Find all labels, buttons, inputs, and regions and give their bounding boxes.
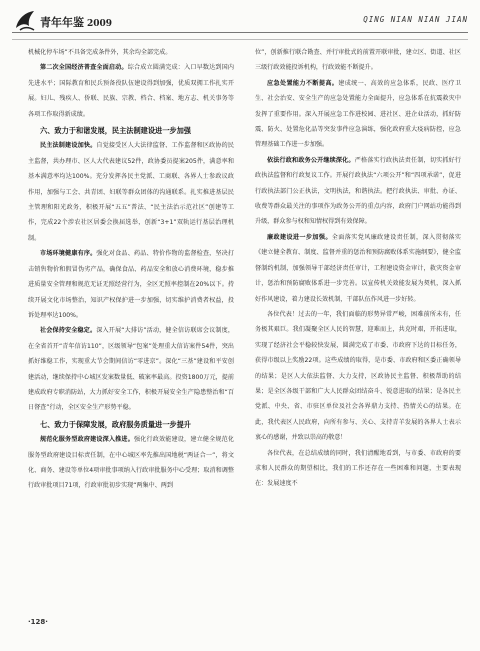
yearbook-logo-icon [12,8,38,34]
running-head: QING NIAN NIAN JIAN [363,15,468,24]
paragraph: 各位代表！过去的一年，我们面临的形势异常严峻，困难前所未有，任务极其艰巨。我们凝聚全区人民的智慧，迎难而上，共克时艰，开拓进取，实现了经济社会平稳较快发展，圆满完成了市委、市政府下达的目标任务，获得市级以上奖励22项。这些成绩的取得，是市委、市政府和区委正确领导的结果；是区人大依法监督、大力支持，区政协民主监督、积极帮助的结果；是全区各级干部和广大人民群众团结奋斗、锐意进取的结果；是各民主党派、中央、省、市驻区单位及社会各界鼎力支持、热情关心的结果。在此，我代表区人民政府，向所有参与、关心、支持青羊发展的各界人士表示衷心的感谢，并致以崇高的敬意！ [255,310,461,442]
section-heading: 七、致力于保障发展，政府服务质量进一步提升 [40,419,191,429]
paragraph-lead: 第二次全国经济普查全面启动。 [40,64,128,72]
paragraph: 机械化停车场”不具备完成条件外，其余均全部完成。 [28,49,172,56]
paragraph-body: 强化行政效能建设，建立健全规范化服务型政府建设目标责任制，在中心城区率先推出国地税“两证合一”，将文化、商务、建设等单位4项审批事项纳入行政审批服务中心受理；取消和调整行政审批项目71项，行政审批初步实现“两集中、两到 [28,436,234,490]
paragraph-body: 严格落实行政执法责任制，切实抓好行政执法监督和行政复议工作。开展行政执法“六项公开”和“四项承诺”，促进行政执法部门公正执法，文明执法，和谐执法。把行政执法、审批、办证、收费等群众最关注的事项作为政务公开的重点内容，政府门户网站功能得到升级，群众参与权和知情权得到有效保障。 [255,156,462,226]
left-column [28,45,234,494]
paragraph [255,76,461,153]
paragraph: 位”，创新推行联合勘查、并行审批式的前置开联审批，建立区、街道、社区三级行政效能投诉机构，行政效能不断提升。 [255,49,461,72]
right-column [255,45,461,492]
yearbook-title [40,14,112,30]
paragraph-lead: 市场环境健康有序。 [40,250,97,258]
yearbook-year: 2009 [87,19,113,29]
paragraph [255,153,461,230]
paragraph [28,138,234,246]
header-divider [12,32,468,40]
paragraph [28,432,234,494]
paragraph-body: 综合成立圆满完成：入口早数达到国内先进水平；国际教育和民兵预备役队伍建设得到加强，优质双拥工作扎实开展。妇儿、残疾人、侨联、民族、宗教、档合、档案、地方志、机关事务等各项工作取得新成绩。 [28,64,235,118]
yearbook-name: 青年年鉴 [40,16,84,29]
paragraph-body: 深入开展“大排访”活动，健全信访联席会议制度，在全省首开“青年信访110”，区级领导“包案”处理重大信访案件54件，突出抓好维稳工作，实现重大节会期间信访“零进京”。深化“三基”建设和平安创建活动，继续保持中心城区发案数量低、破案率最高。投资1800万元，提前建成政府专职消防站，大力抓好安全工作，积极开展安全生产隐患整治和“百日督查”行动，全区安全生产形势平稳。 [28,327,234,412]
section-heading: 六、致力于和谐发展，民主法制建设进一步加强 [40,126,191,136]
paragraph-lead: 廉政建设进一步加强。 [267,233,332,241]
paragraph-lead: 规范化服务型政府建设深入推进。 [40,436,134,444]
paragraph: 各位代表，在总结成绩的同时，我们清醒地看到，与市委、市政府的要求和人民群众的期望相比，我们的工作还存在一些困难和问题，主要表现在：发展速度不 [255,449,461,488]
paragraph [28,323,234,415]
paragraph-lead: 依法行政和政务公开继续深化。 [267,156,355,164]
paragraph-body: 自觉接受区人大法律监督、工作监督和区政协的民主监督，共办理市、区人大代表建议52件，政协委员提案205件，满意率和基本满意率均达100%。充分发挥各民主党派、工商联、各界人士参政议政作用，加强与工会、共青团、妇联等群众团体的沟通联系。扎实推进基层民主管理和阳光政务，积极开展“五五”普法、“民主法治示范社区”创建等工作，完成22个涉农社区居委会换届选举，创新“3+1”双轨运行基层治理机制。 [28,142,235,242]
paragraph-body: 全面落实党风廉政建设责任制，深入贯彻落实《建立健全教育、制度、监督并重的惩治和预防腐败体系实施纲要》，健全监督制约机制，加强领导干部经济责任审计，工程建设资金审计，救灾资金审计，惩治和预防腐败体系进一步完善。以宣传机关效能发展为契机，深入抓好作风建设，着力建设长效机制，干部队伍作风进一步好转。 [255,233,462,303]
paragraph-body: 建成统一、高效的应急体系，民政、医疗卫生、社会治安、安全生产的应急处置能力全面提升，应急体系在抗震救灾中发挥了重要作用。深入开展应急工作进校园、进社区、进企业活动，抓好防震、防火、处置危化品等突发事件应急演练，强化政府重大疫病防控，应急管理基础工作进一步加强。 [255,79,462,149]
page-header [0,0,480,40]
paragraph [28,60,234,122]
paragraph-lead: 应急处置能力不断提高。 [267,79,339,87]
paragraph [255,230,461,307]
paragraph [28,246,234,323]
page-number: ·128· [28,618,48,626]
paragraph-lead: 民主法制建设加快。 [40,142,97,150]
paragraph-body: 强化对食品、药品、特价作物的监督检查，坚决打击销售物价和假冒伪劣产品，确保食品、药品安全和放心消费环境，稳步推进质量安全管理和规范无证无照经营行为，全区无照率控制在20%以下。持续开展文化市场整治，知识产权保护进一步加强，切实维护消费者权益，投诉处理率达100%。 [28,250,235,319]
paragraph-lead: 社会保持安全稳定。 [40,327,97,335]
